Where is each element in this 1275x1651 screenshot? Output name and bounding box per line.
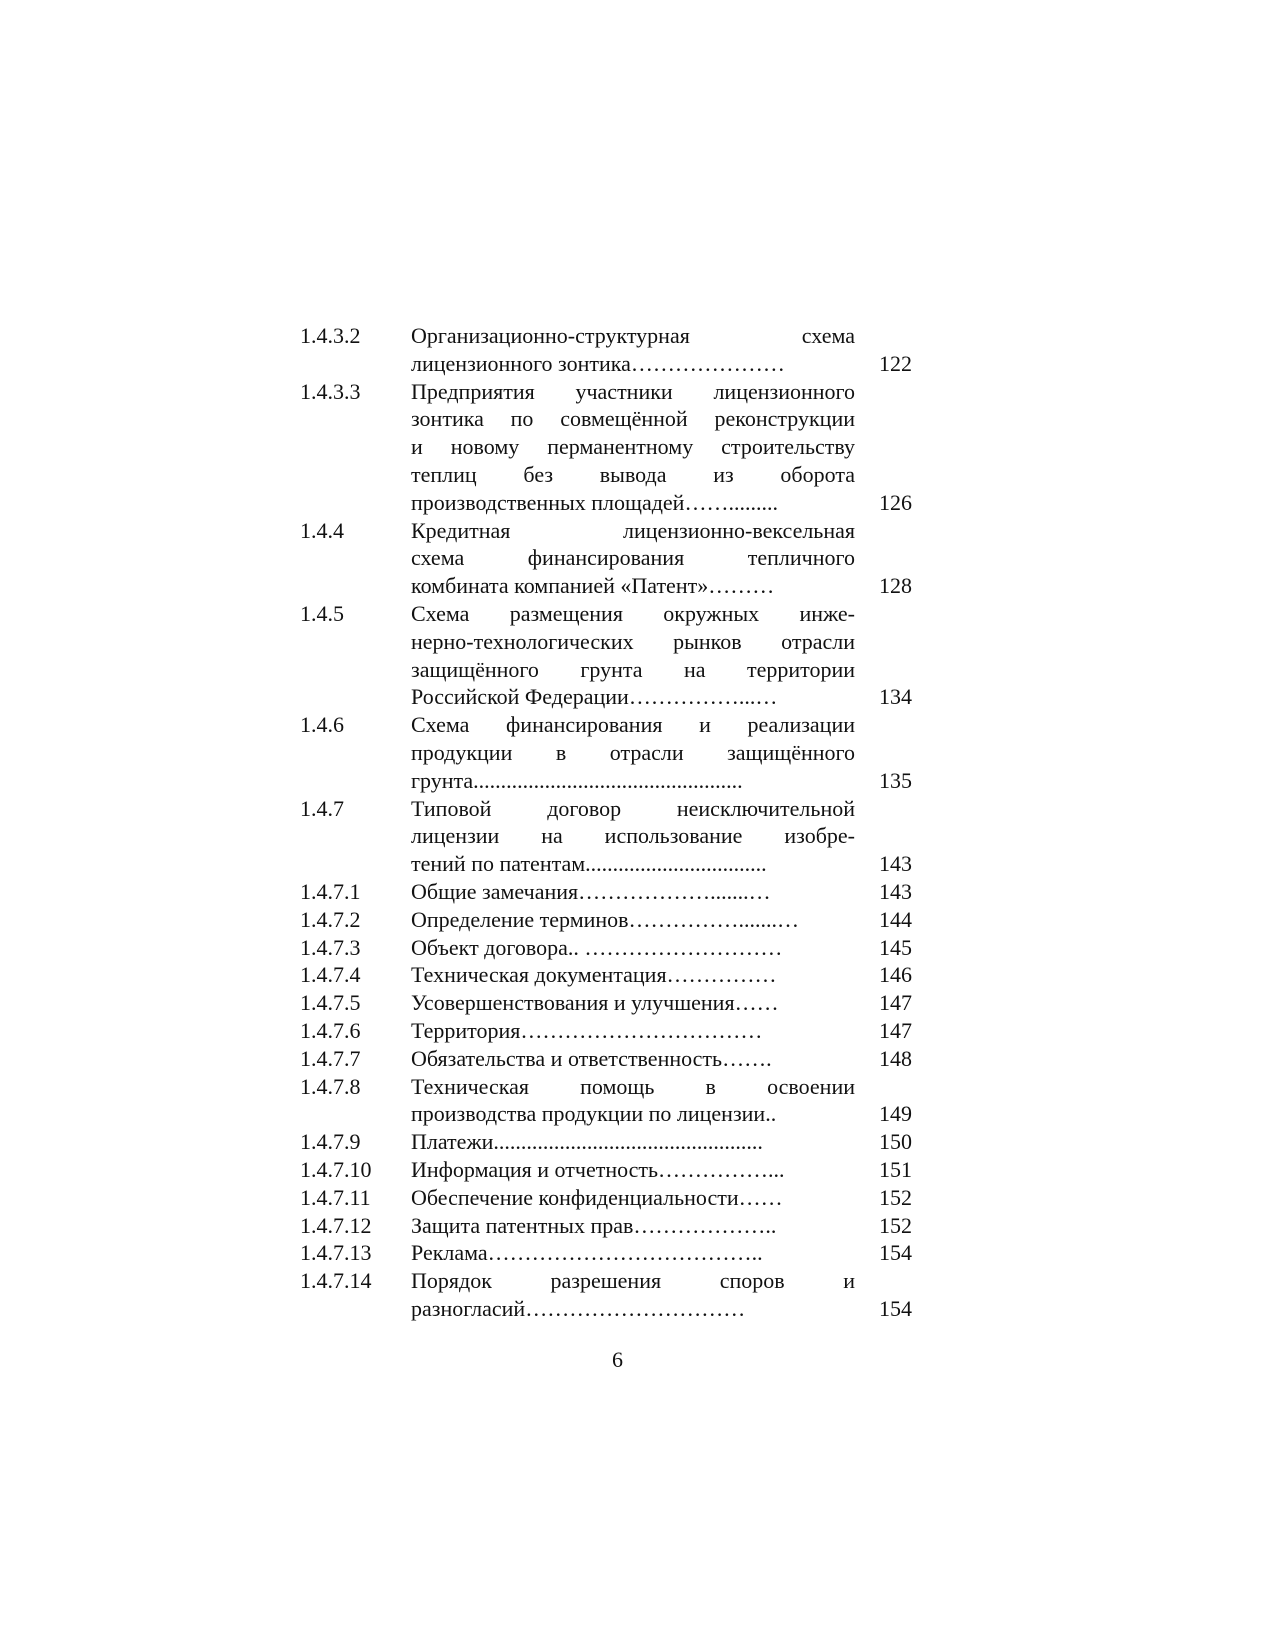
toc-title-line: Организационно-структурная схема [411,323,855,348]
toc-title-line: комбината компанией «Патент»……… [411,573,775,599]
toc-entry-number: 1.4.7.6 [300,1017,361,1043]
toc-entry-title [411,517,855,600]
toc-title-line: Обеспечение конфиденциальности…… [411,1184,783,1210]
toc-entry-page-wrap [855,1267,912,1323]
toc-title-line: теплиц без вывода из оборота [411,461,855,487]
toc-entry-number: 1.4.7.7 [300,1045,361,1071]
toc-entry-number: 1.4.7.10 [300,1156,372,1182]
toc-entry-title [411,961,855,989]
toc-entry-title [411,1212,855,1240]
toc-entry-page: 154 [879,1295,912,1321]
toc-entry [300,1239,912,1267]
toc-entry-page-wrap [855,1017,912,1045]
toc-entry-title [411,1128,855,1156]
toc-title-line: лицензии на использование изобре- [411,823,855,849]
toc-entry-page: 152 [879,1184,912,1210]
toc-title-line: Предприятия участники лицензионного [411,378,855,404]
toc-title-line: продукции в отрасли защищённого [411,739,855,765]
toc-entry-number: 1.4.7 [300,795,344,821]
toc-entry-number: 1.4.7.1 [300,878,361,904]
toc-entry-page: 126 [879,489,912,515]
toc-entry-page: 135 [879,767,912,793]
toc-entry-title [411,906,855,934]
toc-entry-number: 1.4.7.9 [300,1129,361,1155]
toc-title-line: грунта................................................. [411,767,743,793]
toc-entry [300,1267,912,1323]
toc-entry-number: 1.4.3.3 [300,378,361,404]
toc-title-line: разногласий………………………… [411,1295,746,1321]
toc-entry-number: 1.4.6 [300,712,344,738]
toc-entry-page-wrap [855,1212,912,1240]
toc-title-line: Усовершенствования и улучшения…… [411,990,779,1016]
toc-entry-title [411,1184,855,1212]
toc-entry-page: 145 [879,934,912,960]
toc-entry-title [411,600,855,711]
toc-entry-page: 146 [879,962,912,988]
toc-title-line: Схема размещения окружных инже- [411,600,855,626]
toc-entry-title [411,711,855,794]
toc-entry-page-wrap [855,378,912,517]
toc-title-line: Платежи................................................. [411,1129,763,1155]
toc-entry-page-wrap [855,1184,912,1212]
toc-title-line: Информация и отчетность……………... [411,1156,785,1182]
toc-entry [300,517,912,600]
toc-entry [300,1156,912,1184]
toc-entry-page: 134 [879,684,912,710]
toc-entry-page: 144 [879,906,912,932]
toc-title-line: Типовой договор неисключительной [411,795,855,821]
toc-entry-page-wrap [855,906,912,934]
toc-entry-title [411,322,855,378]
toc-title-line: тений по патентам................................. [411,851,767,877]
toc-entry [300,1128,912,1156]
toc-title-line: Общие замечания……………….......… [411,878,771,904]
toc-title-line: Территория…………………………… [411,1017,763,1043]
toc-title-line: Порядок разрешения споров и [411,1268,855,1294]
toc-entry [300,1184,912,1212]
toc-entry [300,878,912,906]
toc-entry-page-wrap [855,989,912,1017]
toc-entry [300,934,912,962]
toc-entry [300,1073,912,1129]
toc-entry [300,322,912,378]
toc-entry-number: 1.4.7.14 [300,1268,372,1294]
toc-entry-number: 1.4.7.3 [300,934,361,960]
toc-title-line: и новому перманентному строительству [411,434,855,460]
toc-title-line: производственных площадей……......... [411,489,778,515]
toc-entry-title [411,1156,855,1184]
toc-entry-page: 149 [879,1101,912,1127]
toc-entry-title [411,989,855,1017]
toc-entry-page: 151 [879,1156,912,1182]
toc-entry-page: 148 [879,1045,912,1071]
toc-entry [300,1017,912,1045]
toc-entry-page-wrap [855,322,912,378]
toc-entry-page: 147 [879,1017,912,1043]
toc-entry-title [411,1239,855,1267]
toc-entry-number: 1.4.7.8 [300,1073,361,1099]
toc-title-line: Определение терминов…………….......… [411,906,800,932]
toc-entry-page: 152 [879,1212,912,1238]
toc-title-line: нерно-технологических рынков отрасли [411,628,855,654]
toc-entry-page-wrap [855,517,912,600]
toc-entry-title [411,934,855,962]
toc-title-line: лицензионного зонтика………………… [411,350,785,376]
toc-title-line: Реклама……………………………….. [411,1240,763,1266]
toc-entry-title [411,378,855,517]
toc-entry-page: 154 [879,1240,912,1266]
table-of-contents [300,322,912,1323]
toc-title-line: схема финансирования тепличного [411,545,855,571]
toc-entry-page-wrap [855,795,912,878]
toc-title-line: Защита патентных прав……………….. [411,1212,777,1238]
toc-entry-page: 143 [879,878,912,904]
toc-entry-title [411,1045,855,1073]
toc-entry-number: 1.4.5 [300,600,344,626]
toc-entry-page: 147 [879,990,912,1016]
toc-entry-number: 1.4.7.11 [300,1184,371,1210]
toc-entry-page-wrap [855,961,912,989]
toc-entry-number: 1.4.7.2 [300,906,361,932]
toc-entry-number: 1.4.3.2 [300,323,361,348]
toc-title-line: производства продукции по лицензии.. [411,1101,777,1127]
toc-entry-title [411,795,855,878]
toc-entry-title [411,1017,855,1045]
toc-entry [300,906,912,934]
toc-entry-page-wrap [855,711,912,794]
toc-entry-title [411,1073,855,1129]
toc-entry-page-wrap [855,878,912,906]
toc-entry [300,961,912,989]
toc-entry [300,711,912,794]
toc-title-line: Схема финансирования и реализации [411,712,855,738]
toc-entry-page-wrap [855,1128,912,1156]
toc-title-line: зонтика по совмещённой реконструкции [411,406,855,432]
toc-entry-title [411,878,855,906]
toc-title-line: Техническая помощь в освоении [411,1073,855,1099]
toc-entry-page-wrap [855,1073,912,1129]
toc-entry [300,1212,912,1240]
toc-entry-page: 128 [879,573,912,599]
toc-title-line: Кредитная лицензионно-вексельная [411,517,855,543]
toc-entry [300,989,912,1017]
toc-entry-page: 143 [879,851,912,877]
toc-title-line: Обязательства и ответственность……. [411,1045,772,1071]
toc-entry-number: 1.4.7.5 [300,990,361,1016]
toc-entry-number: 1.4.7.4 [300,962,361,988]
toc-entry-page-wrap [855,1156,912,1184]
toc-entry-page-wrap [855,1239,912,1267]
toc-entry-number: 1.4.7.12 [300,1212,372,1238]
toc-entry-page: 150 [879,1129,912,1155]
toc-entry-page-wrap [855,934,912,962]
toc-title-line: Техническая документация…………… [411,962,777,988]
toc-title-line: Российской Федерации……………...… [411,684,778,710]
toc-entry-page-wrap [855,600,912,711]
toc-entry-number: 1.4.4 [300,517,344,543]
toc-title-line: Объект договора.. ……………………… [411,934,783,960]
toc-entry [300,1045,912,1073]
toc-entry-page-wrap [855,1045,912,1073]
toc-entry [300,378,912,517]
page-number: 6 [612,1347,623,1372]
toc-entry-title [411,1267,855,1323]
toc-entry [300,795,912,878]
toc-entry [300,600,912,711]
toc-title-line: защищённого грунта на территории [411,656,855,682]
toc-entry-page: 122 [879,350,912,376]
toc-entry-number: 1.4.7.13 [300,1240,372,1266]
